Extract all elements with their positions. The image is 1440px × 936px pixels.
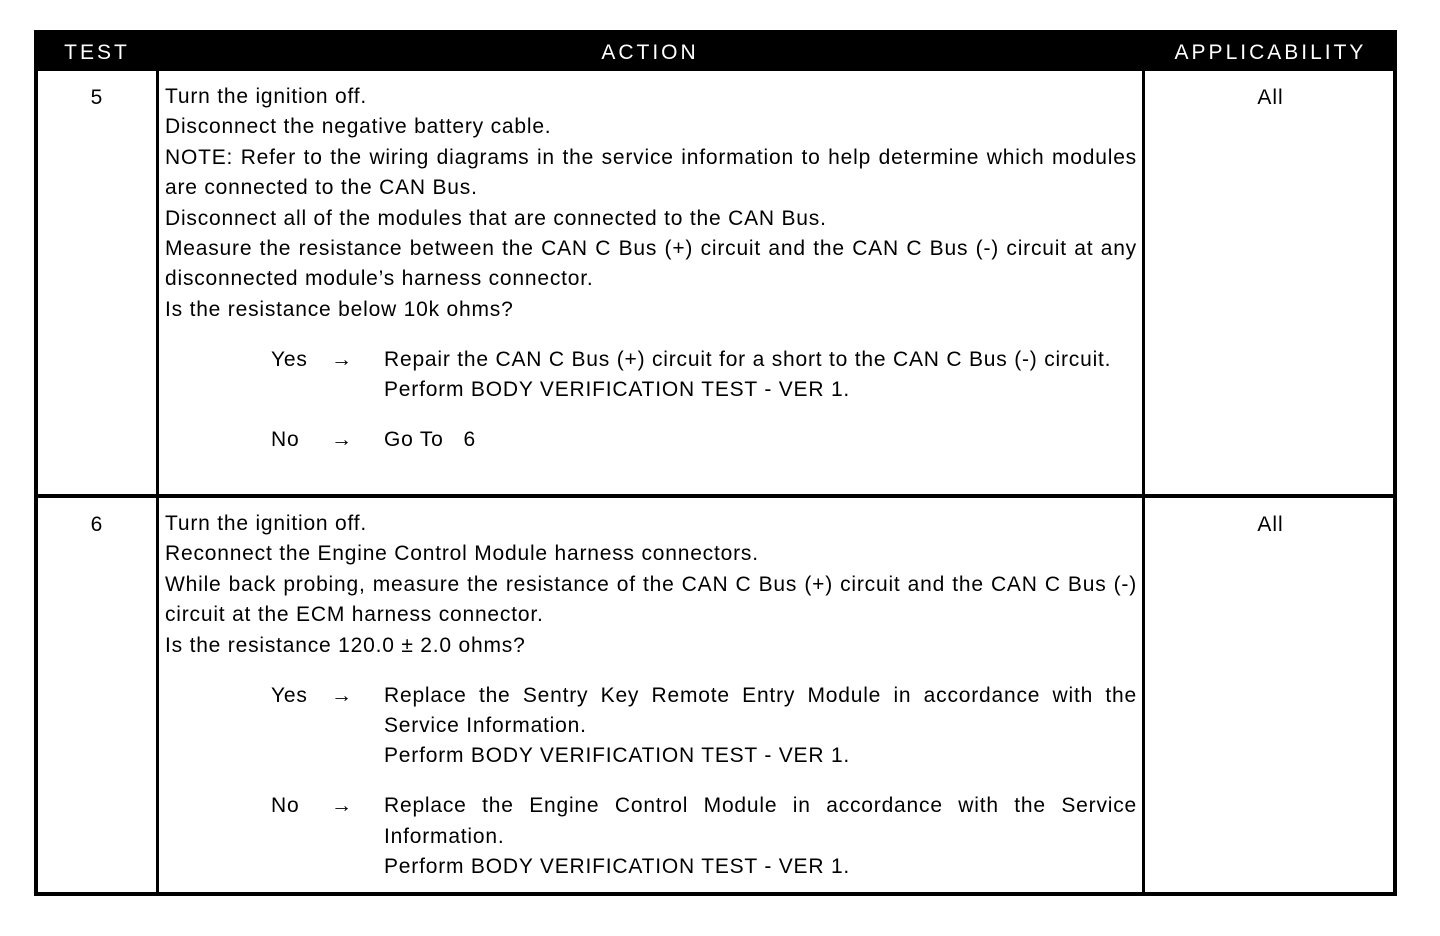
header-applicability: APPLICABILITY [1174, 41, 1367, 64]
row-divider [38, 494, 1393, 498]
diagnostic-test-table [34, 30, 1397, 896]
test-number-6: 6 [90, 513, 104, 536]
result-text: Perform BODY VERIFICATION TEST - VER 1. [384, 378, 851, 402]
action-step: Turn the ignition off. [165, 85, 368, 108]
applicability-5: All [1257, 86, 1284, 109]
result-text: Repair the CAN C Bus (+) circuit for a short to the CAN C Bus (-) circuit. [384, 347, 1112, 371]
action-question: Is the resistance 120.0 ± 2.0 ohms? [165, 633, 526, 657]
yes-label: Yes [271, 347, 308, 371]
action-step: While back probing, measure the resistance of the CAN C Bus (+) circuit and the CAN C Bus (-) circuit at the ECM harness connector. [165, 572, 1137, 627]
result-text: Go To 6 [384, 428, 477, 452]
result-no [165, 425, 1137, 455]
right-arrow-icon: → [331, 347, 353, 371]
action-step: Measure the resistance between the CAN C Bus (+) circuit and the CAN C Bus (-) circuit at any disconnected module’s harness connector. [165, 237, 1137, 291]
right-arrow-icon: → [331, 683, 353, 707]
result-text: Replace the Sentry Key Remote Entry Module in accordance with the Service Information. [384, 683, 1137, 738]
result-text: Replace the Engine Control Module in accordance with the Service Information. [384, 794, 1137, 848]
result-no [165, 791, 1137, 882]
no-label: No [271, 428, 300, 452]
action-question: Is the resistance below 10k ohms? [165, 297, 514, 321]
applicability-6: All [1257, 513, 1284, 536]
action-note: NOTE: Refer to the wiring diagrams in the service information to help determine which modules are connected to the CAN Bus. [165, 145, 1137, 200]
action-step: Turn the ignition off. [165, 512, 368, 535]
action-cell-test-5 [165, 82, 1137, 456]
result-text: Perform BODY VERIFICATION TEST - VER 1. [384, 855, 851, 879]
right-arrow-icon: → [331, 428, 353, 452]
right-arrow-icon: → [331, 794, 353, 818]
column-divider-applicability [1142, 71, 1145, 892]
action-cell-test-6 [165, 509, 1137, 883]
table-header [38, 34, 1393, 71]
no-label: No [271, 794, 300, 818]
result-yes [165, 345, 1137, 406]
action-step: Reconnect the Engine Control Module harness connectors. [165, 542, 759, 566]
column-divider-test [156, 71, 159, 892]
action-step: Disconnect the negative battery cable. [165, 115, 552, 139]
action-step: Disconnect all of the modules that are connected to the CAN Bus. [165, 206, 827, 230]
header-test: TEST [64, 41, 130, 64]
result-text: Perform BODY VERIFICATION TEST - VER 1. [384, 744, 851, 768]
test-number-5: 5 [90, 86, 104, 109]
yes-label: Yes [271, 683, 308, 707]
result-yes [165, 681, 1137, 772]
header-action: ACTION [601, 41, 699, 64]
